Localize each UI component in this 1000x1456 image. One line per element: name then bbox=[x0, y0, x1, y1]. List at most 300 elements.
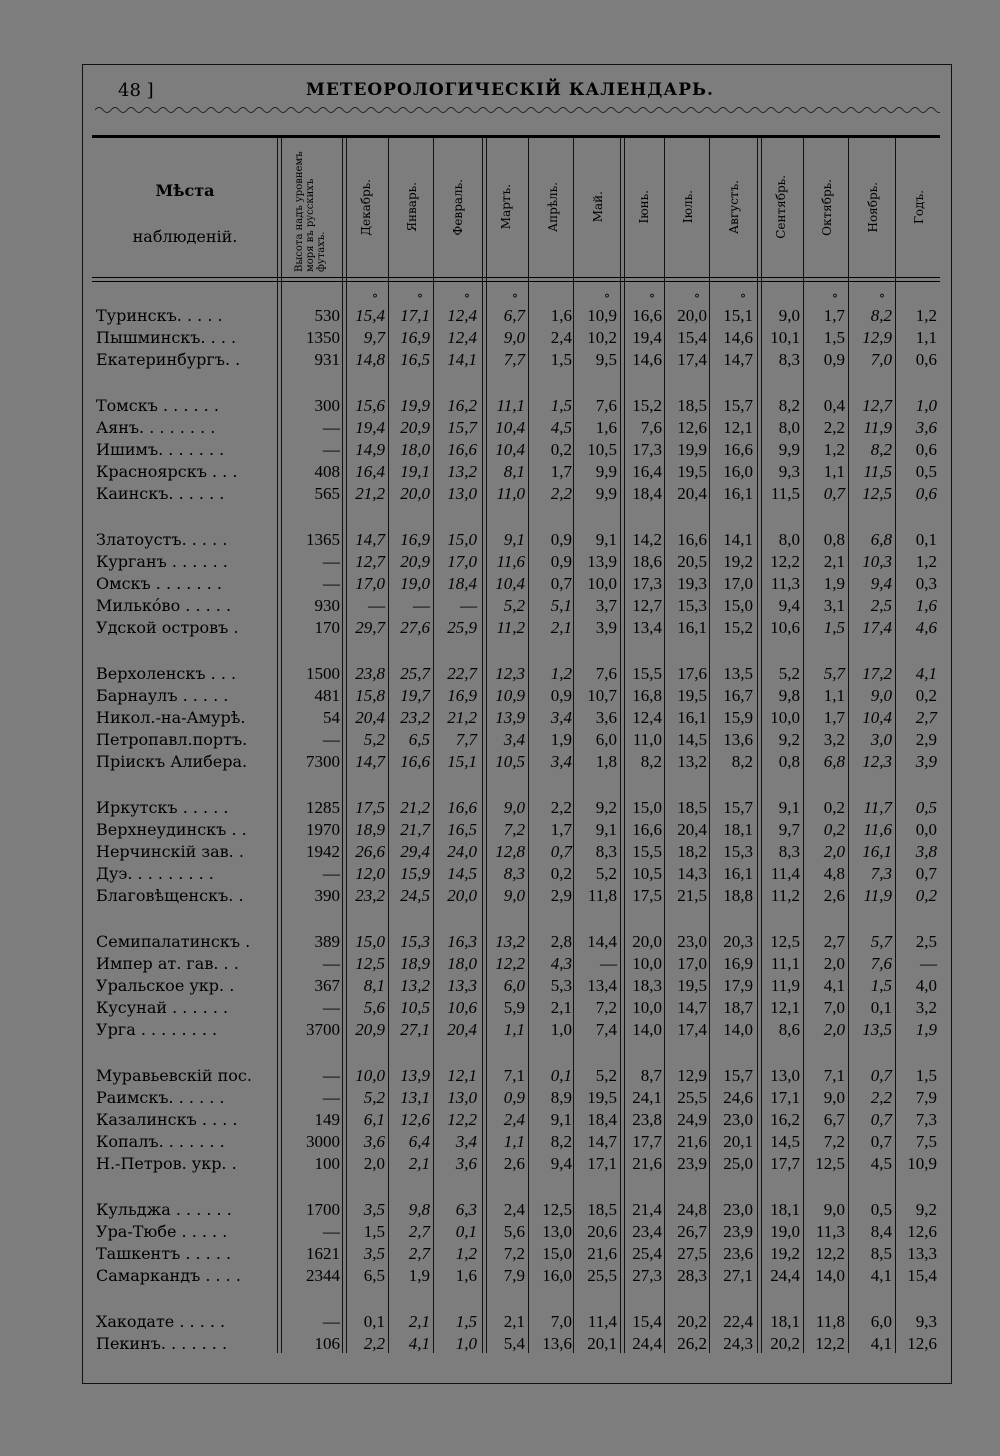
temperature-cell: 0,8 bbox=[823, 530, 845, 549]
altitude-cell: 389 bbox=[314, 932, 340, 951]
temperature-cell: 1,0 bbox=[455, 1334, 477, 1353]
table-row bbox=[0, 976, 1000, 998]
temperature-cell: 1,7 bbox=[823, 708, 845, 727]
temperature-cell: 9,8 bbox=[408, 1200, 430, 1219]
temperature-cell: 12,5 bbox=[770, 932, 800, 951]
table-row bbox=[0, 686, 1000, 708]
degree-mark: ° bbox=[740, 292, 746, 306]
table-row bbox=[0, 1222, 1000, 1244]
temperature-cell: 2,4 bbox=[550, 328, 572, 347]
altitude-cell: 2344 bbox=[306, 1266, 340, 1285]
table-row bbox=[0, 708, 1000, 730]
temperature-cell: 4,6 bbox=[915, 618, 937, 637]
temperature-cell: 7,3 bbox=[915, 1110, 937, 1129]
temperature-cell: 16,4 bbox=[355, 462, 385, 481]
temperature-cell: 1,9 bbox=[550, 730, 572, 749]
temperature-cell: 14,7 bbox=[355, 752, 385, 771]
temperature-cell: 16,1 bbox=[677, 618, 707, 637]
temperature-cell: 4,1 bbox=[870, 1334, 892, 1353]
temperature-cell: 19,2 bbox=[723, 552, 753, 571]
place-name: Омскъ . . . . . . . bbox=[96, 574, 222, 593]
temperature-cell: 13,2 bbox=[400, 976, 430, 995]
altitude-cell: 3700 bbox=[306, 1020, 340, 1039]
temperature-cell: 3,6 bbox=[455, 1154, 477, 1173]
place-name: Верхоленскъ . . . bbox=[96, 664, 237, 683]
place-name: Благовѣщенскъ. . bbox=[96, 886, 244, 905]
temperature-cell: 0,6 bbox=[915, 350, 937, 369]
temperature-cell: 1,0 bbox=[915, 396, 937, 415]
temperature-cell: 17,4 bbox=[677, 350, 707, 369]
temperature-cell: 0,6 bbox=[915, 440, 937, 459]
temperature-cell: 3,8 bbox=[915, 842, 937, 861]
temperature-cell: 26,7 bbox=[677, 1222, 707, 1241]
altitude-cell: — bbox=[323, 954, 340, 973]
temperature-cell: 9,8 bbox=[778, 686, 800, 705]
temperature-cell: 15,0 bbox=[723, 596, 753, 615]
temperature-cell: 20,0 bbox=[400, 484, 430, 503]
temperature-cell: 6,5 bbox=[408, 730, 430, 749]
altitude-cell: 54 bbox=[323, 708, 340, 727]
temperature-cell: 16,5 bbox=[447, 820, 477, 839]
temperature-cell: 8,2 bbox=[870, 440, 892, 459]
temperature-cell: 13,0 bbox=[542, 1222, 572, 1241]
temperature-cell: 18,2 bbox=[677, 842, 707, 861]
temperature-cell: 16,1 bbox=[862, 842, 892, 861]
place-name: Импер ат. гав. . . bbox=[96, 954, 239, 973]
temperature-cell: 3,5 bbox=[363, 1200, 385, 1219]
temperature-cell: 15,6 bbox=[355, 396, 385, 415]
temperature-cell: 21,6 bbox=[677, 1132, 707, 1151]
table-row bbox=[0, 328, 1000, 350]
temperature-cell: 21,4 bbox=[632, 1200, 662, 1219]
temperature-cell: 18,3 bbox=[632, 976, 662, 995]
temperature-cell: 1,1 bbox=[823, 462, 845, 481]
temperature-cell: 13,6 bbox=[723, 730, 753, 749]
temperature-cell: 0,2 bbox=[915, 686, 937, 705]
table-row bbox=[0, 752, 1000, 774]
temperature-cell: 24,4 bbox=[632, 1334, 662, 1353]
temperature-cell: 20,1 bbox=[723, 1132, 753, 1151]
temperature-cell: 3,4 bbox=[550, 708, 572, 727]
temperature-cell: 17,1 bbox=[400, 306, 430, 325]
temperature-cell: 14,2 bbox=[632, 530, 662, 549]
temperature-cell: 7,6 bbox=[870, 954, 892, 973]
table-row bbox=[0, 1312, 1000, 1334]
temperature-cell: 29,7 bbox=[355, 618, 385, 637]
place-name: Никол.-на-Амурѣ. bbox=[96, 708, 246, 727]
temperature-cell: 1,2 bbox=[823, 440, 845, 459]
temperature-cell: 3,9 bbox=[595, 618, 617, 637]
temperature-cell: 0,1 bbox=[363, 1312, 385, 1331]
temperature-cell: 6,0 bbox=[503, 976, 525, 995]
table-row bbox=[0, 552, 1000, 574]
table-row bbox=[0, 1200, 1000, 1222]
temperature-cell: 7,1 bbox=[503, 1066, 525, 1085]
temperature-cell: 9,0 bbox=[503, 328, 525, 347]
temperature-cell: 18,5 bbox=[677, 798, 707, 817]
temperature-cell: 17,2 bbox=[862, 664, 892, 683]
temperature-cell: 17,4 bbox=[677, 1020, 707, 1039]
temperature-cell: 14,9 bbox=[355, 440, 385, 459]
temperature-cell: 15,9 bbox=[400, 864, 430, 883]
month-header bbox=[759, 140, 803, 274]
month-header bbox=[666, 140, 710, 274]
temperature-cell: — bbox=[413, 596, 430, 615]
altitude-cell: 408 bbox=[314, 462, 340, 481]
temperature-cell: 9,7 bbox=[363, 328, 385, 347]
temperature-cell: 20,6 bbox=[587, 1222, 617, 1241]
temperature-cell: 9,9 bbox=[595, 462, 617, 481]
temperature-cell: 0,7 bbox=[870, 1132, 892, 1151]
temperature-cell: 2,7 bbox=[823, 932, 845, 951]
temperature-cell: 9,7 bbox=[778, 820, 800, 839]
degree-mark: ° bbox=[464, 292, 470, 306]
temperature-cell: 13,3 bbox=[907, 1244, 937, 1263]
place-name: Копалъ. . . . . . . bbox=[96, 1132, 225, 1151]
temperature-cell: 1,5 bbox=[915, 1066, 937, 1085]
temperature-cell: 4,1 bbox=[870, 1266, 892, 1285]
temperature-cell: 14,8 bbox=[355, 350, 385, 369]
temperature-cell: 1,9 bbox=[823, 574, 845, 593]
temperature-cell: 9,1 bbox=[595, 530, 617, 549]
degree-mark: ° bbox=[694, 292, 700, 306]
temperature-cell: 12,1 bbox=[770, 998, 800, 1017]
temperature-cell: 1,7 bbox=[550, 820, 572, 839]
temperature-cell: 12,5 bbox=[815, 1154, 845, 1173]
temperature-cell: 7,7 bbox=[503, 350, 525, 369]
temperature-cell: 18,5 bbox=[587, 1200, 617, 1219]
temperature-cell: 0,9 bbox=[550, 686, 572, 705]
altitude-cell: — bbox=[323, 440, 340, 459]
temperature-cell: 9,1 bbox=[550, 1110, 572, 1129]
table-row bbox=[0, 596, 1000, 618]
temperature-cell: 0,1 bbox=[455, 1222, 477, 1241]
temperature-cell: 19,2 bbox=[770, 1244, 800, 1263]
table-row bbox=[0, 864, 1000, 886]
temperature-cell: 2,9 bbox=[550, 886, 572, 905]
temperature-cell: 2,2 bbox=[870, 1088, 892, 1107]
temperature-cell: 22,7 bbox=[447, 664, 477, 683]
temperature-cell: 5,4 bbox=[503, 1334, 525, 1353]
temperature-cell: 6,4 bbox=[408, 1132, 430, 1151]
temperature-cell: 25,0 bbox=[723, 1154, 753, 1173]
temperature-cell: 10,4 bbox=[495, 418, 525, 437]
temperature-cell: 20,2 bbox=[770, 1334, 800, 1353]
temperature-cell: 15,3 bbox=[723, 842, 753, 861]
place-name: Уральское укр. . bbox=[96, 976, 235, 995]
page-number: 48 ] bbox=[118, 80, 154, 101]
temperature-cell: 8,5 bbox=[870, 1244, 892, 1263]
temperature-cell: 0,1 bbox=[915, 530, 937, 549]
temperature-cell: 9,9 bbox=[595, 484, 617, 503]
temperature-cell: 27,3 bbox=[632, 1266, 662, 1285]
temperature-cell: 2,5 bbox=[870, 596, 892, 615]
temperature-cell: 23,0 bbox=[723, 1200, 753, 1219]
place-name: Курганъ . . . . . . bbox=[96, 552, 228, 571]
table-row bbox=[0, 484, 1000, 506]
temperature-cell: 1,7 bbox=[823, 306, 845, 325]
temperature-cell: 9,5 bbox=[595, 350, 617, 369]
temperature-cell: 0,1 bbox=[550, 1066, 572, 1085]
temperature-cell: 12,6 bbox=[677, 418, 707, 437]
temperature-cell: 12,4 bbox=[447, 306, 477, 325]
temperature-cell: 16,4 bbox=[632, 462, 662, 481]
temperature-cell: 16,6 bbox=[447, 440, 477, 459]
place-name: Муравьевскій пос. bbox=[96, 1066, 252, 1085]
temperature-cell: 11,4 bbox=[587, 1312, 617, 1331]
table-row bbox=[0, 954, 1000, 976]
temperature-cell: 2,0 bbox=[823, 842, 845, 861]
temperature-cell: 11,6 bbox=[496, 552, 525, 571]
temperature-cell: 11,4 bbox=[770, 864, 800, 883]
temperature-cell: 4,8 bbox=[823, 864, 845, 883]
place-name: Хакодате . . . . . bbox=[96, 1312, 226, 1331]
temperature-cell: 11,5 bbox=[770, 484, 800, 503]
temperature-cell: 14,1 bbox=[723, 530, 753, 549]
temperature-cell: 24,5 bbox=[400, 886, 430, 905]
temperature-cell: 3,5 bbox=[363, 1244, 385, 1263]
temperature-cell: 12,8 bbox=[495, 842, 525, 861]
temperature-cell: 7,0 bbox=[870, 350, 892, 369]
temperature-cell: 13,2 bbox=[447, 462, 477, 481]
temperature-cell: 5,2 bbox=[595, 864, 617, 883]
temperature-cell: 14,0 bbox=[632, 1020, 662, 1039]
temperature-cell: 17,6 bbox=[677, 664, 707, 683]
altitude-cell: — bbox=[323, 1088, 340, 1107]
place-name: Кусунай . . . . . . bbox=[96, 998, 229, 1017]
temperature-cell: 10,3 bbox=[862, 552, 892, 571]
header-top-rule bbox=[92, 135, 940, 138]
temperature-cell: 2,1 bbox=[503, 1312, 525, 1331]
temperature-cell: 8,3 bbox=[778, 350, 800, 369]
temperature-cell: 15,4 bbox=[632, 1312, 662, 1331]
temperature-cell: 25,9 bbox=[447, 618, 477, 637]
temperature-cell: 4,5 bbox=[550, 418, 572, 437]
temperature-cell: 12,1 bbox=[447, 1066, 477, 1085]
temperature-cell: 6,1 bbox=[363, 1110, 385, 1129]
temperature-cell: 27,5 bbox=[677, 1244, 707, 1263]
place-name: Каинскъ. . . . . . bbox=[96, 484, 225, 503]
temperature-cell: 0,6 bbox=[915, 484, 937, 503]
table-row bbox=[0, 998, 1000, 1020]
temperature-cell: 16,2 bbox=[770, 1110, 800, 1129]
table-row bbox=[0, 396, 1000, 418]
table-row bbox=[0, 1154, 1000, 1176]
altitude-cell: 530 bbox=[314, 306, 340, 325]
temperature-cell: 2,7 bbox=[408, 1222, 430, 1241]
header-bottom-rule-thin bbox=[92, 281, 940, 282]
temperature-cell: 20,3 bbox=[723, 932, 753, 951]
temperature-cell: — bbox=[920, 954, 937, 973]
temperature-cell: 7,0 bbox=[550, 1312, 572, 1331]
temperature-cell: 2,1 bbox=[408, 1154, 430, 1173]
temperature-cell: 16,5 bbox=[400, 350, 430, 369]
temperature-cell: 20,4 bbox=[355, 708, 385, 727]
temperature-cell: 3,1 bbox=[823, 596, 845, 615]
altitude-cell: 1621 bbox=[306, 1244, 340, 1263]
temperature-cell: 16,9 bbox=[400, 530, 430, 549]
temperature-cell: 15,1 bbox=[723, 306, 753, 325]
temperature-cell: 1,2 bbox=[550, 664, 572, 683]
temperature-cell: 19,5 bbox=[677, 686, 707, 705]
temperature-cell: 21,7 bbox=[400, 820, 430, 839]
temperature-cell: 15,7 bbox=[723, 396, 753, 415]
temperature-cell: 14,3 bbox=[677, 864, 707, 883]
place-name: Ура-Тюбе . . . . . bbox=[96, 1222, 228, 1241]
altitude-cell: 367 bbox=[314, 976, 340, 995]
temperature-cell: 14,7 bbox=[355, 530, 385, 549]
altitude-cell: — bbox=[323, 864, 340, 883]
temperature-cell: 25,5 bbox=[677, 1088, 707, 1107]
temperature-cell: 12,1 bbox=[723, 418, 753, 437]
place-name: Ташкентъ . . . . . bbox=[96, 1244, 232, 1263]
temperature-cell: 11,9 bbox=[863, 886, 892, 905]
temperature-cell: 20,0 bbox=[632, 932, 662, 951]
temperature-cell: 2,1 bbox=[550, 998, 572, 1017]
header-bottom-rule bbox=[92, 277, 940, 278]
degree-mark: ° bbox=[512, 292, 518, 306]
temperature-cell: 13,0 bbox=[770, 1066, 800, 1085]
temperature-cell: 10,9 bbox=[495, 686, 525, 705]
temperature-cell: 10,7 bbox=[587, 686, 617, 705]
temperature-cell: 16,6 bbox=[677, 530, 707, 549]
place-name: Аянъ. . . . . . . . bbox=[96, 418, 216, 437]
temperature-cell: 4,1 bbox=[408, 1334, 430, 1353]
table-row bbox=[0, 440, 1000, 462]
temperature-cell: 9,1 bbox=[503, 530, 525, 549]
decorative-wave-rule bbox=[95, 104, 940, 116]
temperature-cell: 20,0 bbox=[677, 306, 707, 325]
temperature-cell: 12,4 bbox=[447, 328, 477, 347]
temperature-cell: 9,2 bbox=[915, 1200, 937, 1219]
temperature-cell: 5,2 bbox=[778, 664, 800, 683]
temperature-cell: 17,3 bbox=[632, 574, 662, 593]
temperature-cell: 9,4 bbox=[870, 574, 892, 593]
temperature-cell: 8,0 bbox=[778, 418, 800, 437]
temperature-cell: 3,0 bbox=[870, 730, 892, 749]
altitude-cell: 1942 bbox=[306, 842, 340, 861]
temperature-cell: 8,2 bbox=[550, 1132, 572, 1151]
temperature-cell: 4,5 bbox=[870, 1154, 892, 1173]
temperature-cell: 11,0 bbox=[496, 484, 525, 503]
temperature-cell: 8,4 bbox=[870, 1222, 892, 1241]
table-row bbox=[0, 350, 1000, 372]
month-header-label: Май. bbox=[590, 191, 605, 223]
temperature-cell: 2,9 bbox=[915, 730, 937, 749]
temperature-cell: 12,7 bbox=[862, 396, 892, 415]
temperature-cell: 14,5 bbox=[770, 1132, 800, 1151]
table-row bbox=[0, 798, 1000, 820]
place-name: Н.-Петров. укр. . bbox=[96, 1154, 237, 1173]
altitude-cell: — bbox=[323, 1066, 340, 1085]
temperature-cell: 18,5 bbox=[677, 396, 707, 415]
temperature-cell: 0,7 bbox=[550, 842, 572, 861]
temperature-cell: 2,5 bbox=[915, 932, 937, 951]
temperature-cell: 10,4 bbox=[495, 574, 525, 593]
temperature-cell: 18,1 bbox=[770, 1312, 800, 1331]
temperature-cell: 13,4 bbox=[632, 618, 662, 637]
temperature-cell: 11,7 bbox=[863, 798, 892, 817]
place-name: Удской островъ . bbox=[96, 618, 239, 637]
altitude-cell: 1350 bbox=[306, 328, 340, 347]
temperature-cell: 21,6 bbox=[587, 1244, 617, 1263]
temperature-cell: 8,2 bbox=[731, 752, 753, 771]
place-name: Туринскъ. . . . . bbox=[96, 306, 223, 325]
temperature-cell: 8,2 bbox=[778, 396, 800, 415]
temperature-cell: 19,9 bbox=[400, 396, 430, 415]
temperature-cell: 3,7 bbox=[595, 596, 617, 615]
temperature-cell: 20,4 bbox=[677, 484, 707, 503]
temperature-cell: 15,0 bbox=[355, 932, 385, 951]
temperature-cell: 9,1 bbox=[595, 820, 617, 839]
temperature-cell: 17,1 bbox=[587, 1154, 617, 1173]
temperature-cell: 1,8 bbox=[595, 752, 617, 771]
temperature-cell: 11,0 bbox=[632, 730, 662, 749]
temperature-cell: 0,8 bbox=[778, 752, 800, 771]
temperature-cell: 16,6 bbox=[723, 440, 753, 459]
altitude-cell: 149 bbox=[314, 1110, 340, 1129]
temperature-cell: 8,7 bbox=[640, 1066, 662, 1085]
temperature-cell: 0,9 bbox=[550, 530, 572, 549]
temperature-cell: 19,4 bbox=[355, 418, 385, 437]
altitude-cell: 481 bbox=[314, 686, 340, 705]
degree-mark: ° bbox=[649, 292, 655, 306]
temperature-cell: — bbox=[460, 596, 477, 615]
temperature-cell: 13,5 bbox=[862, 1020, 892, 1039]
temperature-cell: 23,0 bbox=[677, 932, 707, 951]
temperature-cell: 15,7 bbox=[447, 418, 477, 437]
temperature-cell: 1,5 bbox=[823, 618, 845, 637]
temperature-cell: 9,2 bbox=[595, 798, 617, 817]
temperature-cell: 2,7 bbox=[915, 708, 937, 727]
temperature-cell: 15,7 bbox=[723, 798, 753, 817]
temperature-cell: 17,4 bbox=[862, 618, 892, 637]
temperature-cell: 2,1 bbox=[408, 1312, 430, 1331]
temperature-cell: 25,7 bbox=[400, 664, 430, 683]
temperature-cell: 14,7 bbox=[677, 998, 707, 1017]
temperature-cell: 12,4 bbox=[632, 708, 662, 727]
altitude-cell: 565 bbox=[314, 484, 340, 503]
temperature-cell: 4,3 bbox=[550, 954, 572, 973]
temperature-cell: 0,5 bbox=[915, 462, 937, 481]
temperature-cell: 13,2 bbox=[495, 932, 525, 951]
temperature-cell: 18,7 bbox=[723, 998, 753, 1017]
temperature-cell: 5,6 bbox=[363, 998, 385, 1017]
temperature-cell: 12,7 bbox=[632, 596, 662, 615]
altitude-cell: 7300 bbox=[306, 752, 340, 771]
table-row bbox=[0, 462, 1000, 484]
table-row bbox=[0, 932, 1000, 954]
temperature-cell: 23,2 bbox=[400, 708, 430, 727]
temperature-cell: 16,6 bbox=[400, 752, 430, 771]
temperature-cell: 2,6 bbox=[503, 1154, 525, 1173]
temperature-cell: 16,9 bbox=[723, 954, 753, 973]
temperature-cell: 14,7 bbox=[723, 350, 753, 369]
temperature-cell: 21,2 bbox=[400, 798, 430, 817]
temperature-cell: 1,6 bbox=[455, 1266, 477, 1285]
temperature-cell: 18,0 bbox=[400, 440, 430, 459]
temperature-cell: 21,5 bbox=[677, 886, 707, 905]
temperature-cell: 1,5 bbox=[870, 976, 892, 995]
temperature-cell: 4,0 bbox=[915, 976, 937, 995]
temperature-cell: 8,3 bbox=[503, 864, 525, 883]
table-row bbox=[0, 1244, 1000, 1266]
temperature-cell: 23,2 bbox=[355, 886, 385, 905]
temperature-cell: 18,4 bbox=[632, 484, 662, 503]
temperature-cell: 17,9 bbox=[723, 976, 753, 995]
temperature-cell: 0,7 bbox=[823, 484, 845, 503]
temperature-cell: 0,7 bbox=[870, 1110, 892, 1129]
